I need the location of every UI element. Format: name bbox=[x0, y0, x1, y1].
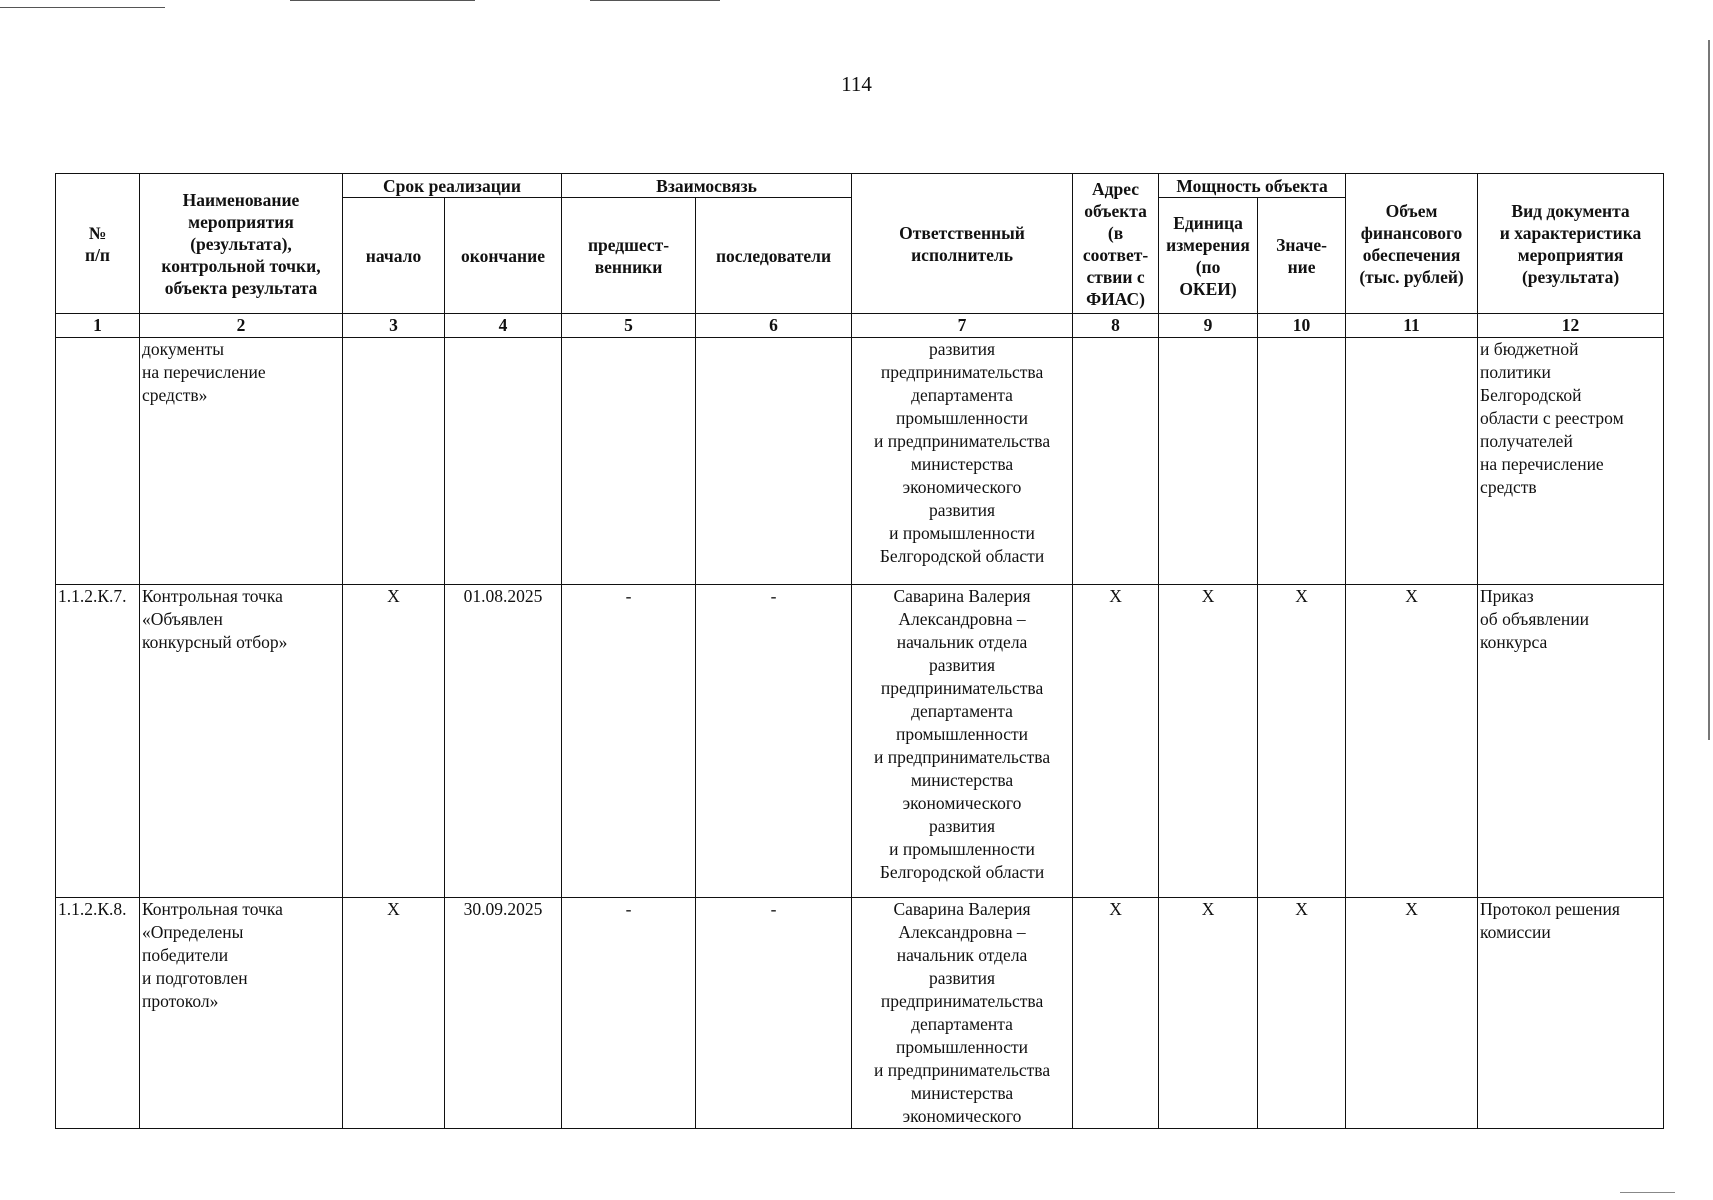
row-start bbox=[343, 338, 445, 585]
row-number bbox=[56, 338, 140, 585]
row-successors: - bbox=[696, 898, 852, 1129]
row-predecessors bbox=[562, 338, 696, 585]
row-unit: Х bbox=[1159, 898, 1258, 1129]
row-successors: - bbox=[696, 585, 852, 898]
header-num: № п/п bbox=[56, 174, 140, 314]
row-responsible: Саварина Валерия Александровна – начальник отдела развития предпринимательства департамента промышленности и предпринимательства министерства экономического развития и промышленности Белгородской области bbox=[852, 585, 1073, 898]
row-end bbox=[445, 338, 562, 585]
header-successors: последователи bbox=[696, 198, 852, 314]
row-finance: Х bbox=[1346, 898, 1478, 1129]
header-start: начало bbox=[343, 198, 445, 314]
scan-artifact bbox=[590, 0, 720, 1]
row-name: документы на перечисление средств» bbox=[140, 338, 343, 585]
row-name: Контрольная точка «Определены победители и подготовлен протокол» bbox=[140, 898, 343, 1129]
row-end: 30.09.2025 bbox=[445, 898, 562, 1129]
scan-artifact bbox=[1708, 40, 1710, 740]
row-unit bbox=[1159, 338, 1258, 585]
column-number: 9 bbox=[1159, 314, 1258, 338]
row-start: Х bbox=[343, 585, 445, 898]
header-finance: Объем финансового обеспечения (тыс. рублей) bbox=[1346, 174, 1478, 314]
scan-artifact bbox=[290, 0, 475, 1]
row-document: Приказ об объявлении конкурса bbox=[1478, 585, 1664, 898]
row-predecessors: - bbox=[562, 585, 696, 898]
scan-artifact bbox=[0, 7, 165, 8]
header-address: Адрес объекта (в соответ- ствии с ФИАС) bbox=[1073, 174, 1159, 314]
row-successors bbox=[696, 338, 852, 585]
column-number: 5 bbox=[562, 314, 696, 338]
row-document: и бюджетной политики Белгородской области с реестром получателей на перечисление средств bbox=[1478, 338, 1664, 585]
row-finance bbox=[1346, 338, 1478, 585]
activity-table bbox=[55, 173, 1664, 1129]
row-end: 01.08.2025 bbox=[445, 585, 562, 898]
page-number: 114 bbox=[841, 72, 872, 96]
row-address: Х bbox=[1073, 585, 1159, 898]
header-link-group: Взаимосвязь bbox=[562, 174, 852, 198]
column-number: 12 bbox=[1478, 314, 1664, 338]
table-row bbox=[56, 585, 1664, 898]
column-number: 2 bbox=[140, 314, 343, 338]
column-number-row bbox=[56, 314, 1664, 338]
column-number: 6 bbox=[696, 314, 852, 338]
row-address: Х bbox=[1073, 898, 1159, 1129]
column-number: 7 bbox=[852, 314, 1073, 338]
column-number: 4 bbox=[445, 314, 562, 338]
header-document: Вид документа и характеристика мероприятия (результата) bbox=[1478, 174, 1664, 314]
header-name: Наименование мероприятия (результата), контрольной точки, объекта результата bbox=[140, 174, 343, 314]
row-number: 1.1.2.К.7. bbox=[56, 585, 140, 898]
column-number: 1 bbox=[56, 314, 140, 338]
row-responsible: Саварина Валерия Александровна – начальник отдела развития предпринимательства департамента промышленности и предпринимательства министерства экономического bbox=[852, 898, 1073, 1129]
header-end: окончание bbox=[445, 198, 562, 314]
row-number: 1.1.2.К.8. bbox=[56, 898, 140, 1129]
column-number: 3 bbox=[343, 314, 445, 338]
row-address bbox=[1073, 338, 1159, 585]
scan-artifact bbox=[1620, 1192, 1675, 1193]
row-finance: Х bbox=[1346, 585, 1478, 898]
row-predecessors: - bbox=[562, 898, 696, 1129]
row-start: Х bbox=[343, 898, 445, 1129]
row-responsible: развития предпринимательства департамента промышленности и предпринимательства министерства экономического развития и промышленности Белгородской области bbox=[852, 338, 1073, 585]
header-period-group: Срок реализации bbox=[343, 174, 562, 198]
header-capacity-group: Мощность объекта bbox=[1159, 174, 1346, 198]
header-predecessors: предшест- венники bbox=[562, 198, 696, 314]
column-number: 10 bbox=[1258, 314, 1346, 338]
column-number: 11 bbox=[1346, 314, 1478, 338]
column-number: 8 bbox=[1073, 314, 1159, 338]
header-responsible: Ответственный исполнитель bbox=[852, 174, 1073, 314]
table-row bbox=[56, 338, 1664, 585]
row-unit: Х bbox=[1159, 585, 1258, 898]
row-value: Х bbox=[1258, 585, 1346, 898]
row-value bbox=[1258, 338, 1346, 585]
header-value: Значе- ние bbox=[1258, 198, 1346, 314]
row-document: Протокол решения комиссии bbox=[1478, 898, 1664, 1129]
header-unit: Единица измерения (по ОКЕИ) bbox=[1159, 198, 1258, 314]
row-value: Х bbox=[1258, 898, 1346, 1129]
table-row bbox=[56, 898, 1664, 1129]
row-name: Контрольная точка «Объявлен конкурсный отбор» bbox=[140, 585, 343, 898]
